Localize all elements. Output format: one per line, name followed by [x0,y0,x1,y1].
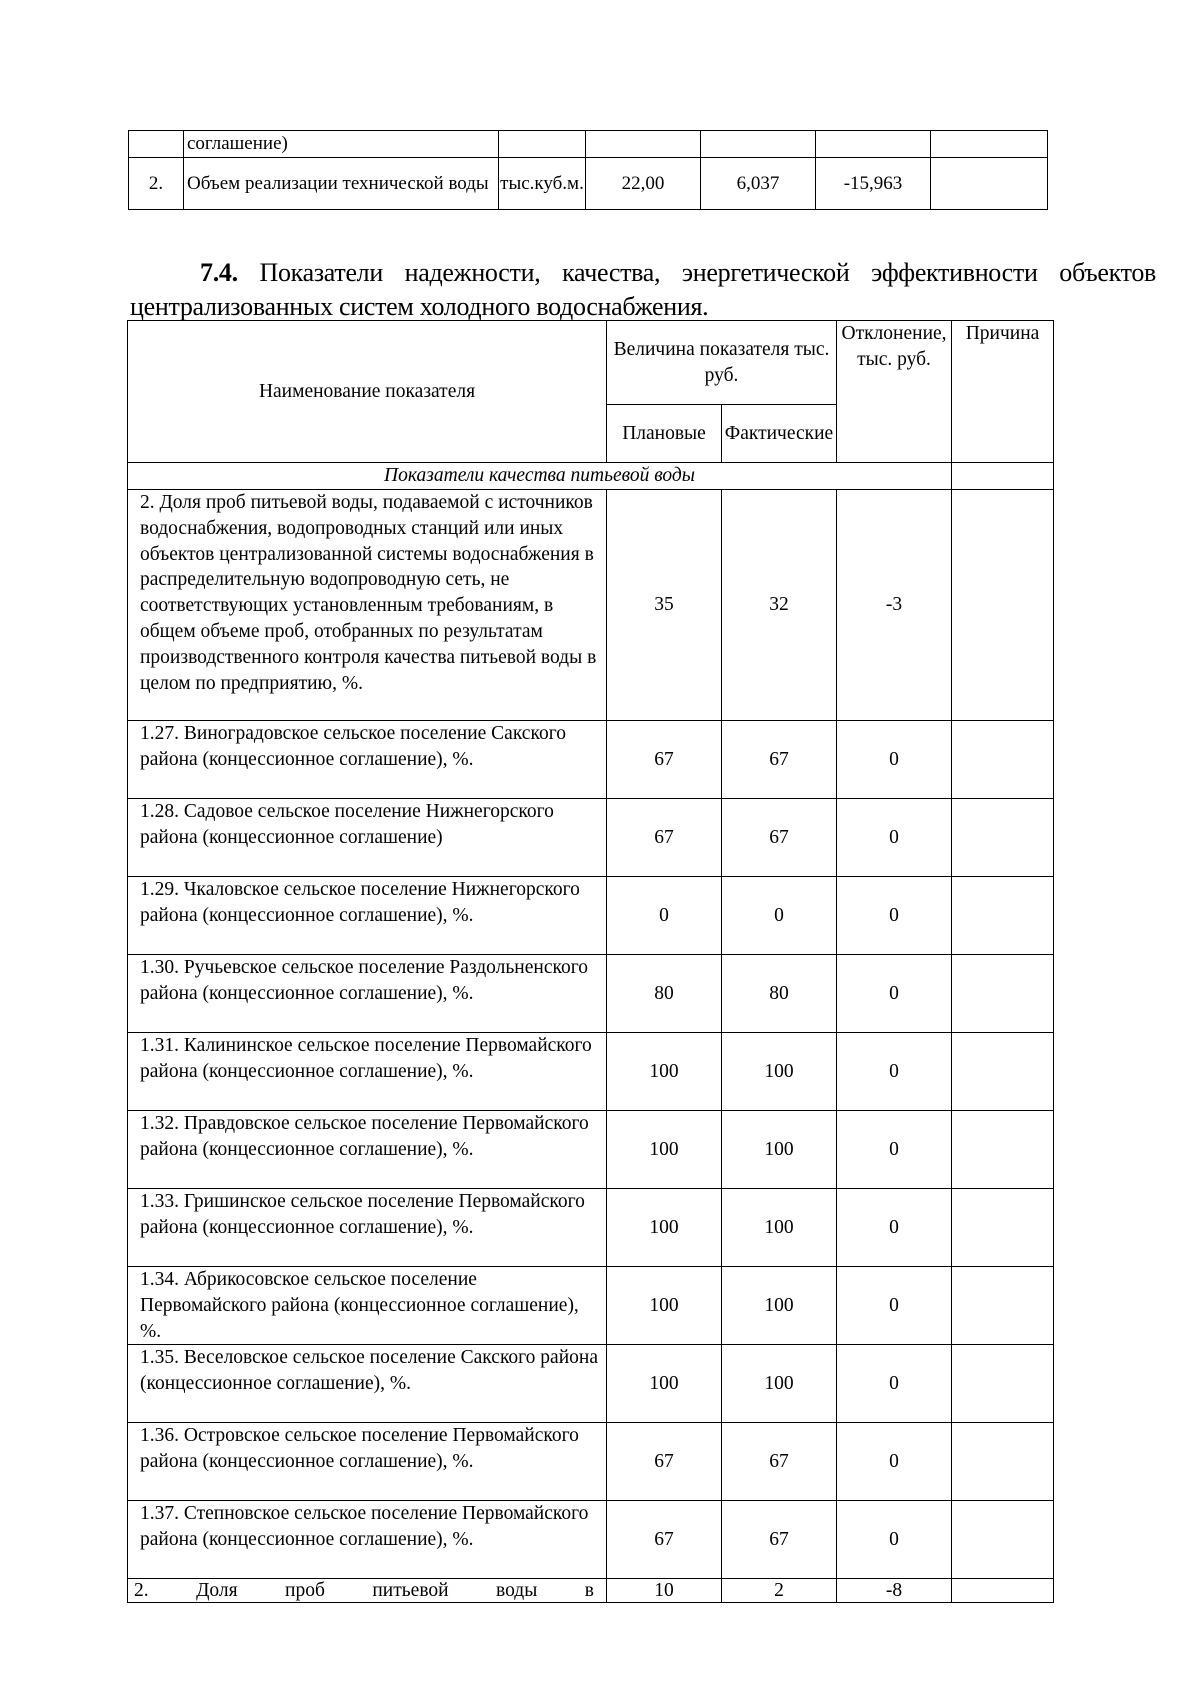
indicator-name: 1.28. Садовое сельское поселение Нижнегорского района (концессионное соглашение) [128,799,607,877]
top-table [128,130,1048,210]
indicator-name: 1.27. Виноградовское сельское поселение Сакского района (концессионное соглашение), %. [128,721,607,799]
plan-value [586,131,701,158]
plan-value: 10 [607,1579,722,1603]
fact-value [701,131,816,158]
reason-value [952,721,1054,799]
header-plan: Плановые [607,405,722,463]
fact-value: 0 [722,877,837,955]
fact-value: 2 [722,1579,837,1603]
reason-value [952,1501,1054,1579]
fact-value: 80 [722,955,837,1033]
table-row [128,877,1054,955]
plan-value: 67 [607,799,722,877]
indicator-name: 1.37. Степновское сельское поселение Первомайского района (концессионное соглашение), %. [128,1501,607,1579]
table-row [128,1111,1054,1189]
plan-value: 35 [607,490,722,721]
indicator-name: соглашение) [184,131,499,158]
row-number [129,131,184,158]
section-heading [130,256,1156,324]
section-number: 7.4. [200,258,238,287]
fact-value: 67 [722,1501,837,1579]
fact-value: 100 [722,1033,837,1111]
reason-value [952,1033,1054,1111]
plan-value: 67 [607,1423,722,1501]
fact-value: 67 [722,721,837,799]
fact-value: 100 [722,1189,837,1267]
table-row [129,131,1048,158]
table-row [128,1423,1054,1501]
deviation-value: 0 [837,1189,952,1267]
deviation-value: -3 [837,490,952,721]
table-row [128,1579,1054,1603]
fact-value: 100 [722,1345,837,1423]
reason-value [952,1579,1054,1603]
deviation-value: 0 [837,1267,952,1345]
plan-value: 100 [607,1189,722,1267]
section-title: Показатели надежности, качества, энергетической эффективности объектов централизованных систем холодного водоснабжения. [130,258,1156,321]
deviation-value [816,131,931,158]
indicator-name: 1.36. Островское сельское поселение Первомайского района (концессионное соглашение), %. [128,1423,607,1501]
reason-value [952,1189,1054,1267]
reason-value [952,955,1054,1033]
reason-value [952,1267,1054,1345]
deviation-value: 0 [837,1423,952,1501]
fact-value: 100 [722,1267,837,1345]
indicator-name: 1.30. Ручьевское сельское поселение Раздольненского района (концессионное соглашение), %. [128,955,607,1033]
deviation-value: -8 [837,1579,952,1603]
indicator-name: 2. Доля проб питьевой воды в [128,1579,607,1603]
indicator-name: Объем реализации технической воды [184,158,499,210]
indicator-name: 1.29. Чкаловское сельское поселение Нижнегорского района (концессионное соглашение), %. [128,877,607,955]
table-row [128,1267,1054,1345]
plan-value: 67 [607,1501,722,1579]
table-row [128,1033,1054,1111]
deviation-value: 0 [837,955,952,1033]
header-deviation: Отклонение, тыс. руб. [837,321,952,463]
table-row [128,955,1054,1033]
indicator-name: 1.31. Калининское сельское поселение Первомайского района (концессионное соглашение), %. [128,1033,607,1111]
row-number: 2. [129,158,184,210]
reason-value [931,131,1048,158]
indicators-table [127,320,1054,1603]
reason-value [952,490,1054,721]
header-name: Наименование показателя [128,321,607,463]
fact-value: 67 [722,1423,837,1501]
deviation-value: 0 [837,799,952,877]
table-row [128,721,1054,799]
plan-value: 100 [607,1033,722,1111]
deviation-value: 0 [837,1111,952,1189]
table-row [128,1345,1054,1423]
plan-value: 100 [607,1267,722,1345]
header-value-group: Величина показателя тыс. руб. [607,321,837,405]
reason-value [952,463,1054,490]
reason-value [952,1423,1054,1501]
table-row [129,158,1048,210]
fact-value: 67 [722,799,837,877]
header-reason: Причина [952,321,1054,463]
reason-value [931,158,1048,210]
plan-value: 67 [607,721,722,799]
category-row [128,463,1054,490]
table-row [128,490,1054,721]
deviation-value: 0 [837,721,952,799]
fact-value: 32 [722,490,837,721]
fact-value: 6,037 [701,158,816,210]
plan-value: 100 [607,1345,722,1423]
indicator-name: 1.33. Гришинское сельское поселение Первомайского района (концессионное соглашение), %. [128,1189,607,1267]
header-row [128,321,1054,405]
plan-value: 0 [607,877,722,955]
deviation-value: -15,963 [816,158,931,210]
table-row [128,799,1054,877]
reason-value [952,799,1054,877]
category-label: Показатели качества питьевой воды [128,463,952,490]
deviation-value: 0 [837,1345,952,1423]
reason-value [952,877,1054,955]
indicator-name: 1.34. Абрикосовское сельское поселение Первомайского района (концессионное соглашение), %. [128,1267,607,1345]
deviation-value: 0 [837,1033,952,1111]
plan-value: 22,00 [586,158,701,210]
indicator-name: 1.35. Веселовское сельское поселение Сакского района (концессионное соглашение), %. [128,1345,607,1423]
table-row [128,1189,1054,1267]
plan-value: 100 [607,1111,722,1189]
unit-cell: тыс.куб.м. [499,158,586,210]
deviation-value: 0 [837,877,952,955]
deviation-value: 0 [837,1501,952,1579]
reason-value [952,1345,1054,1423]
reason-value [952,1111,1054,1189]
plan-value: 80 [607,955,722,1033]
unit-cell [499,131,586,158]
indicator-name: 1.32. Правдовское сельское поселение Первомайского района (концессионное соглашение), %. [128,1111,607,1189]
table-row [128,1501,1054,1579]
indicator-name: 2. Доля проб питьевой воды, подаваемой с источников водоснабжения, водопроводных станций или иных объектов централизованной системы водоснабжения в распределительную водопроводную сеть, не соответствующих установленным требованиям, в общем объеме проб, отобранных по результатам производственного контроля качества питьевой воды в целом по предприятию, %. [128,490,607,721]
fact-value: 100 [722,1111,837,1189]
header-fact: Фактические [722,405,837,463]
